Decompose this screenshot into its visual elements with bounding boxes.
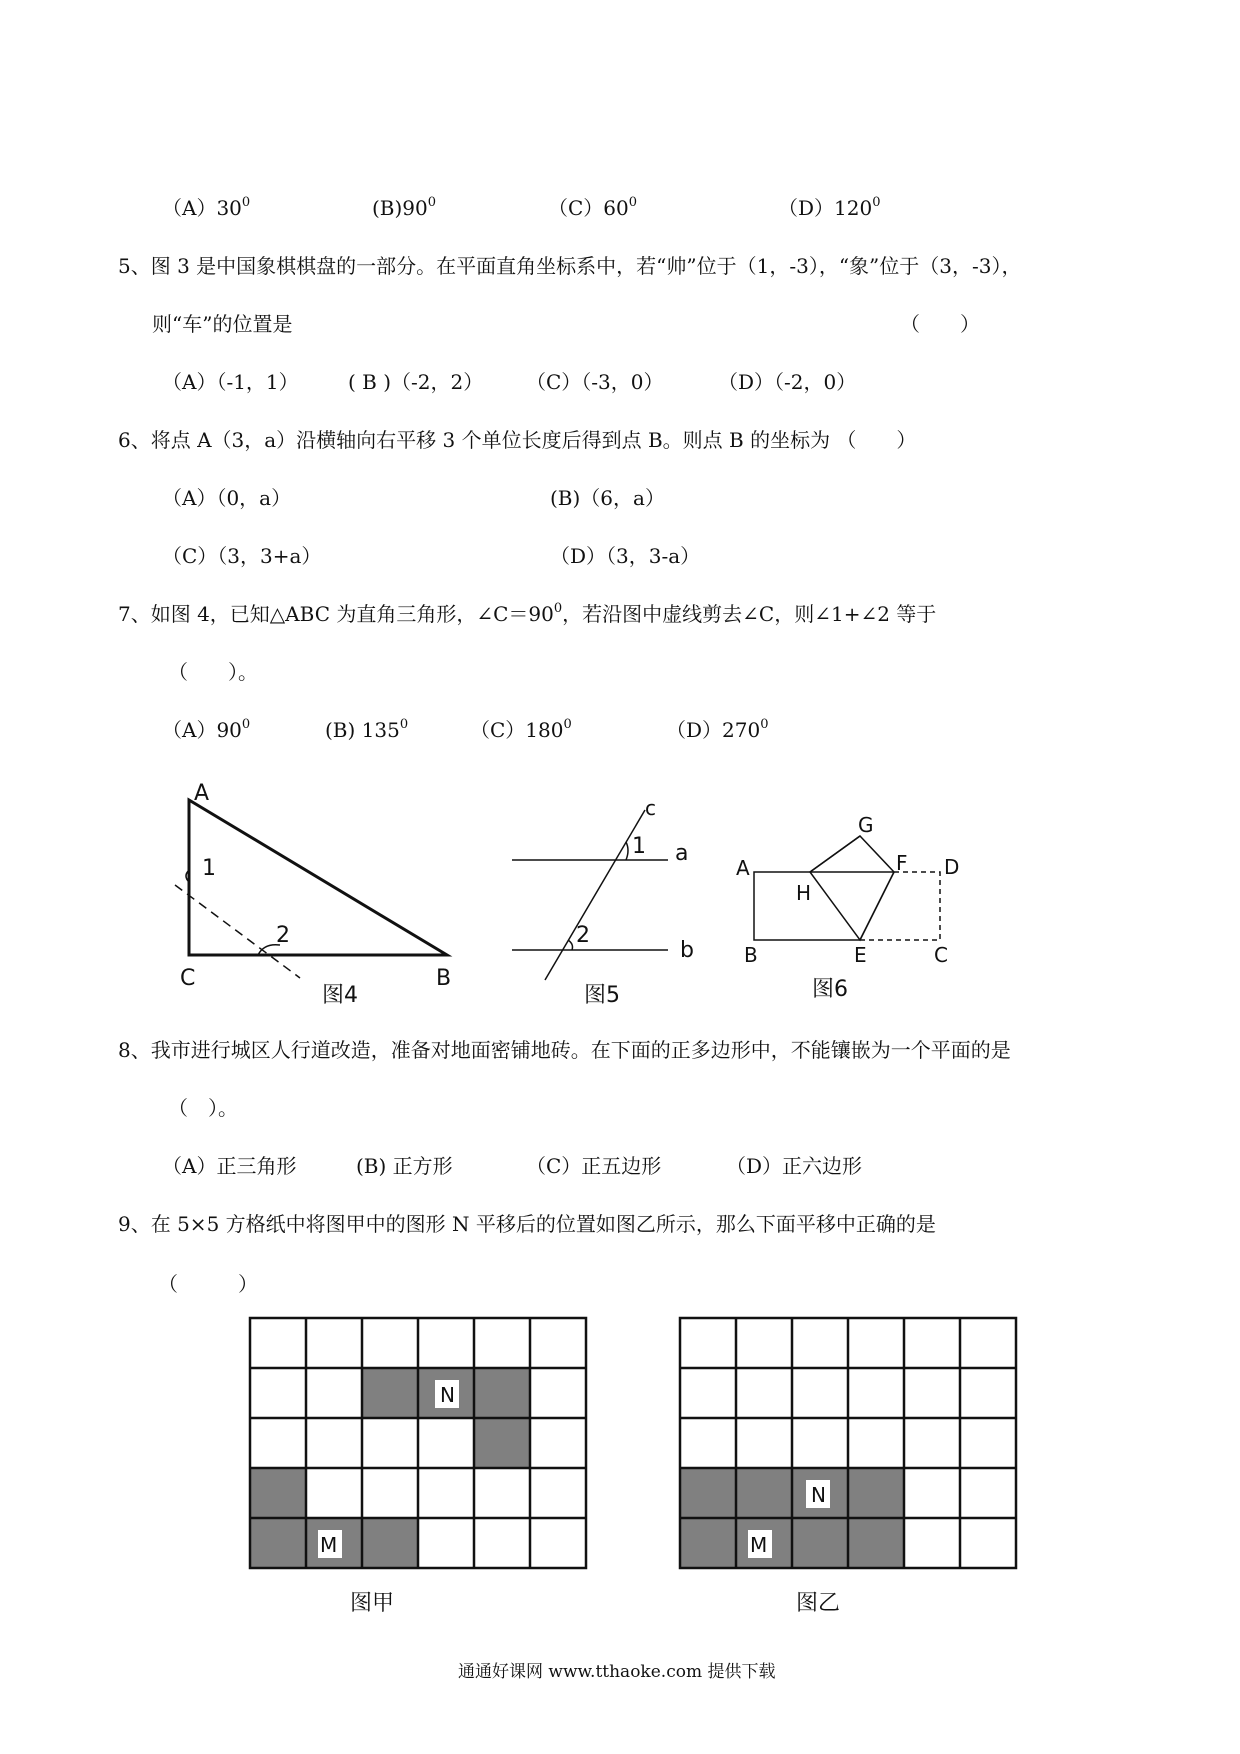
q9-stem-line1: 9、在 5×5 方格纸中将图甲中的图形 N 平移后的位置如图乙所示，那么下面平移中正确的是 [118,1212,936,1236]
fig5-angle1-arc [626,842,628,860]
fig6-label-E: E [854,943,867,967]
q7-stem-line1: 7、如图 4，已知△ABC 为直角三角形，$\angle C=90^0$，若沿图中虚线剪去∠C，则∠1+∠2 等于 [118,601,937,626]
fig4-label-2: 2 [276,923,290,948]
grid-jia-cell-shaded [250,1468,306,1518]
q8-option-d: （D）正六边形 [726,1154,863,1178]
q4-option-c: $(C)60^0$ [548,195,638,220]
grid-yi-cell-shaded [680,1468,736,1518]
q7-option-c: $(C)180^0$ [470,717,572,742]
fig5-label-a: a [675,841,689,866]
q7-option-d: $(D)270^0$ [666,717,769,742]
grid-jia-cell-shaded [474,1368,530,1418]
q9-stem-line2: （ ） [158,1272,258,1296]
figures-4-5-6 [0,760,1240,1020]
q6-option-b: (B)（6，a） [550,486,665,510]
fig5-caption: 图5 [584,983,620,1008]
fig4-label-A: A [194,781,210,806]
q5-stem-line1: 5、图 3 是中国象棋棋盘的一部分。在平面直角坐标系中，若“帅”位于（1，-3），“象”位于（3，-3）， [118,254,1022,278]
figure-5 [512,796,694,1008]
fig6-label-F: F [896,851,908,875]
page-footer: 通通好课网 www.tthaoke.com 提供下载 [458,1662,776,1682]
q8-stem-line2: （ ）。 [168,1096,238,1120]
q5-option-d: （D）（-2，0） [718,370,857,394]
grid-jia-label-M: M [320,1533,338,1557]
grid-jia-label-N: N [440,1383,455,1407]
grid-yi-label-M: M [750,1533,768,1557]
q4-option-a: $(A)30^0$ [162,195,251,220]
grid-yi-cell-shaded [792,1518,848,1568]
fig6-edge-hg [810,836,860,872]
fig6-label-A: A [736,856,750,880]
q8-stem-line1: 8、我市进行城区人行道改造，准备对地面密铺地砖。在下面的正多边形中，不能镶嵌为一个平面的是 [118,1038,1011,1062]
figure-4 [175,781,451,1008]
grid-yi-cell-shaded [736,1468,792,1518]
fig5-transversal-c [545,810,645,980]
fig5-label-c: c [645,796,656,820]
fig4-label-B: B [436,966,452,991]
fig4-label-1: 1 [202,856,216,881]
grid-yi [680,1318,1016,1616]
q6-option-a: （A）（0，a） [162,486,292,510]
q4-option-b: $(B)90^0$ [372,195,437,220]
fig6-rect-solid [754,872,894,940]
q7-option-a: $(A)90^0$ [162,717,251,742]
q4-option-d: $(D)120^0$ [778,195,881,220]
fig6-label-G: G [858,813,874,837]
fig5-label-b: b [680,938,694,963]
q7-stem-line2: （ ）。 [168,660,258,684]
q8-option-a: （A）正三角形 [162,1154,297,1178]
translation-grids [0,1310,1240,1630]
grid-yi-cell-shaded [848,1468,904,1518]
q5-answer-paren: （ ） [900,312,980,336]
grid-jia [250,1318,586,1616]
figure-6 [736,813,959,1002]
fig6-label-D: D [944,855,960,879]
grid-jia-cell-shaded [362,1368,418,1418]
fig4-caption: 图4 [322,983,358,1008]
q5-option-c: （C）（-3，0） [526,370,664,394]
grid-yi-label-N: N [811,1483,826,1507]
grid-jia-cell-shaded [250,1518,306,1568]
grid-yi-cell-shaded [848,1518,904,1568]
fig5-label-2: 2 [576,923,590,948]
fig5-label-1: 1 [632,834,646,859]
q8-option-c: （C）正五边形 [526,1154,662,1178]
fig6-label-C: C [934,943,948,967]
fig6-rect-dashed [860,872,940,940]
q7-option-b: (B) $135^0$ [325,717,409,742]
q5-stem-line2: 则“车”的位置是 [152,312,293,336]
fig6-label-B: B [744,943,758,967]
fig6-label-H: H [796,881,812,905]
q5-option-b: ( B )（-2，2） [348,370,484,394]
grid-jia-caption: 图甲 [350,1591,395,1616]
fig6-folded-part [810,836,894,940]
q6-option-d: （D）（3，3-a） [550,544,701,568]
grid-yi-caption: 图乙 [796,1591,841,1616]
grid-yi-cell-shaded [680,1518,736,1568]
q6-stem: 6、将点 A（3，a）沿横轴向右平移 3 个单位长度后得到点 B。则点 B 的坐标为 （ ） [118,428,917,452]
fig4-label-C: C [180,966,196,991]
q8-option-b: (B) 正方形 [356,1154,453,1178]
fig5-angle2-arc [568,940,573,950]
grid-jia-cell-shaded [362,1518,418,1568]
fig6-caption: 图6 [812,977,848,1002]
grid-jia-cell-shaded [474,1418,530,1468]
q6-option-c: （C）（3，3+a） [162,544,322,568]
q5-option-a: （A）（-1，1） [162,370,299,394]
